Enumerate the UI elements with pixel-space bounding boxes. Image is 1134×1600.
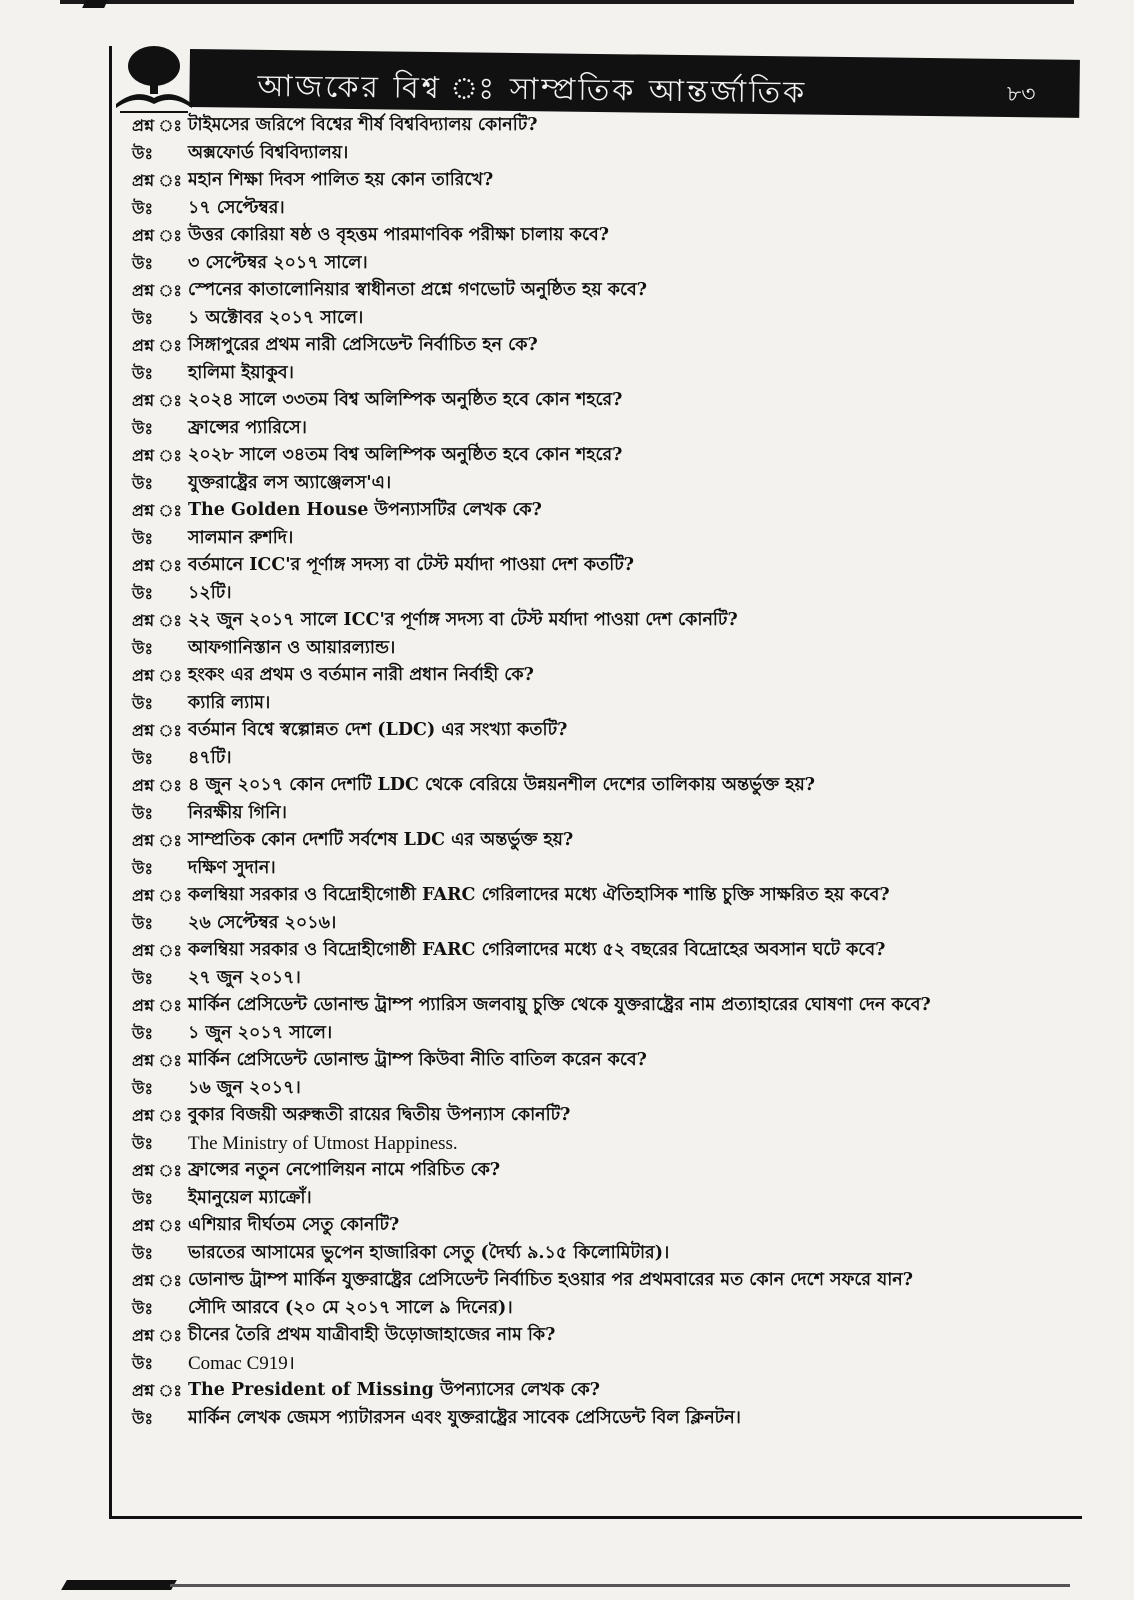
answer-row: [132, 1405, 1062, 1433]
chapter-title: আজকের বিশ্ব ঃ সাম্প্রতিক আন্তর্জাতিক: [257, 68, 808, 111]
question-row: [132, 827, 1062, 855]
answer-marker: উঃ: [132, 1408, 153, 1428]
question-text: সাম্প্রতিক কোন দেশটি সর্বশেষ LDC এর অন্তর্ভুক্ত হয়?: [188, 830, 574, 850]
question-text: কলম্বিয়া সরকার ও বিদ্রোহীগোষ্ঠী FARC গেরিলাদের মধ্যে ৫২ বছরের বিদ্রোহের অবসান ঘটে কবে?: [188, 940, 886, 960]
answer-marker: উঃ: [132, 1298, 153, 1318]
answer-marker: উঃ: [132, 418, 153, 438]
question-text: টাইমসের জরিপে বিশ্বের শীর্ষ বিশ্ববিদ্যালয় কোনটি?: [188, 115, 538, 135]
question-row: [132, 1377, 1062, 1405]
answer-row: [132, 250, 1062, 278]
answer-text: ১৬ জুন ২০১৭।: [188, 1077, 301, 1098]
answer-row: [132, 580, 1062, 608]
answer-text: ১২টি।: [188, 582, 232, 603]
question-text: ২০২৮ সালে ৩৪তম বিশ্ব অলিম্পিক অনুষ্ঠিত হবে কোন শহরে?: [188, 445, 623, 465]
answer-text: আফগানিস্তান ও আয়ারল্যান্ড।: [188, 637, 396, 658]
question-row: [132, 882, 1062, 910]
answer-row: [132, 1130, 1062, 1158]
question-text: মার্কিন প্রেসিডেন্ট ডোনাল্ড ট্রাম্প প্যারিস জলবায়ু চুক্তি থেকে যুক্তরাষ্ট্রের নাম প্রত্যাহারের ঘোষণা দেন কবে?: [188, 995, 931, 1015]
question-text: স্পেনের কাতালোনিয়ার স্বাধীনতা প্রশ্নে গণভোট অনুষ্ঠিত হয় কবে?: [188, 280, 647, 300]
answer-marker: উঃ: [132, 363, 153, 383]
answer-text: ৩ সেপ্টেম্বর ২০১৭ সালে।: [188, 252, 368, 273]
answer-marker: উঃ: [132, 1243, 153, 1263]
answer-text: দক্ষিণ সুদান।: [188, 857, 276, 878]
question-marker: প্রশ্ন ঃ: [132, 226, 182, 245]
answer-row: [132, 800, 1062, 828]
answer-marker: উঃ: [132, 638, 153, 658]
question-marker: প্রশ্ন ঃ: [132, 501, 182, 520]
answer-text: ফ্রান্সের প্যারিসে।: [188, 417, 307, 438]
question-text: মার্কিন প্রেসিডেন্ট ডোনাল্ড ট্রাম্প কিউবা নীতি বাতিল করেন কবে?: [188, 1050, 647, 1070]
answer-row: [132, 305, 1062, 333]
question-marker: প্রশ্ন ঃ: [132, 721, 182, 740]
question-row: [132, 717, 1062, 745]
page-number: ৮৩: [1006, 81, 1036, 108]
scan-bottom-edge: [50, 1578, 1070, 1594]
scan-corner-mark: [82, 0, 108, 8]
question-text: ৪ জুন ২০১৭ কোন দেশটি LDC থেকে বেরিয়ে উন্নয়নশীল দেশের তালিকায় অন্তর্ভুক্ত হয়?: [188, 775, 816, 795]
question-row: [132, 1212, 1062, 1240]
question-marker: প্রশ্ন ঃ: [132, 776, 182, 795]
answer-marker: উঃ: [132, 253, 153, 273]
answer-row: [132, 855, 1062, 883]
question-row: [132, 772, 1062, 800]
question-marker: প্রশ্ন ঃ: [132, 1106, 182, 1125]
scan-top-edge: [60, 0, 1074, 4]
question-row: [132, 222, 1062, 250]
answer-text: সৌদি আরবে (২০ মে ২০১৭ সালে ৯ দিনের)।: [188, 1297, 513, 1318]
question-row: [132, 607, 1062, 635]
answer-text: যুক্তরাষ্ট্রের লস অ্যাঞ্জেলস'এ।: [188, 472, 392, 493]
question-row: [132, 1322, 1062, 1350]
answer-row: [132, 690, 1062, 718]
answer-row: [132, 1185, 1062, 1213]
question-row: [132, 1157, 1062, 1185]
qa-list: [132, 112, 1062, 1432]
answer-text: Comac C919।: [188, 1352, 295, 1374]
answer-text: ১ অক্টোবর ২০১৭ সালে।: [188, 307, 364, 328]
book-tree-emblem-icon: [110, 42, 198, 114]
answer-text: অক্সফোর্ড বিশ্ববিদ্যালয়।: [188, 142, 349, 163]
answer-marker: উঃ: [132, 1188, 153, 1208]
answer-text: নিরক্ষীয় গিনি।: [188, 802, 287, 823]
answer-text: সালমান রুশদি।: [188, 527, 294, 548]
question-text: The President of Missing উপন্যাসের লেখক কে?: [188, 1380, 600, 1400]
answer-row: [132, 1075, 1062, 1103]
question-row: [132, 662, 1062, 690]
question-text: ২০২৪ সালে ৩৩তম বিশ্ব অলিম্পিক অনুষ্ঠিত হবে কোন শহরে?: [188, 390, 623, 410]
answer-text: ২৬ সেপ্টেম্বর ২০১৬।: [188, 912, 337, 933]
question-row: [132, 332, 1062, 360]
answer-text: ১৭ সেপ্টেম্বর।: [188, 197, 285, 218]
question-text: ২২ জুন ২০১৭ সালে ICC'র পূর্ণাঙ্গ সদস্য বা টেস্ট মর্যাদা পাওয়া দেশ কোনটি?: [188, 610, 738, 630]
question-row: [132, 277, 1062, 305]
answer-marker: উঃ: [132, 693, 153, 713]
question-marker: প্রশ্ন ঃ: [132, 1381, 182, 1400]
question-marker: প্রশ্ন ঃ: [132, 556, 182, 575]
answer-marker: উঃ: [132, 1133, 153, 1153]
answer-marker: উঃ: [132, 858, 153, 878]
question-marker: প্রশ্ন ঃ: [132, 281, 182, 300]
question-row: [132, 497, 1062, 525]
question-row: [132, 112, 1062, 140]
answer-marker: উঃ: [132, 1353, 153, 1373]
question-text: এশিয়ার দীর্ঘতম সেতু কোনটি?: [188, 1215, 400, 1235]
answer-marker: উঃ: [132, 803, 153, 823]
answer-row: [132, 1020, 1062, 1048]
answer-text: ভারতের আসামের ভুপেন হাজারিকা সেতু (দৈর্ঘ্য ৯.১৫ কিলোমিটার)।: [188, 1242, 670, 1263]
question-text: সিঙ্গাপুরের প্রথম নারী প্রেসিডেন্ট নির্বাচিত হন কে?: [188, 335, 538, 355]
question-marker: প্রশ্ন ঃ: [132, 391, 182, 410]
question-row: [132, 387, 1062, 415]
answer-row: [132, 470, 1062, 498]
answer-row: [132, 360, 1062, 388]
question-text: ফ্রান্সের নতুন নেপোলিয়ন নামে পরিচিত কে?: [188, 1160, 501, 1180]
question-text: ডোনাল্ড ট্রাম্প মার্কিন যুক্তরাষ্ট্রের প্রেসিডেন্ট নির্বাচিত হওয়ার পর প্রথমবারের মত কোন দেশে সফরে যান?: [188, 1270, 913, 1290]
answer-marker: উঃ: [132, 748, 153, 768]
answer-row: [132, 140, 1062, 168]
page-header: [189, 49, 1080, 118]
question-row: [132, 937, 1062, 965]
answer-marker: উঃ: [132, 528, 153, 548]
question-marker: প্রশ্ন ঃ: [132, 1051, 182, 1070]
question-row: [132, 442, 1062, 470]
answer-marker: উঃ: [132, 308, 153, 328]
answer-text: ৪৭টি।: [188, 747, 232, 768]
question-row: [132, 992, 1062, 1020]
answer-row: [132, 635, 1062, 663]
answer-row: [132, 195, 1062, 223]
answer-marker: উঃ: [132, 198, 153, 218]
answer-marker: উঃ: [132, 583, 153, 603]
question-marker: প্রশ্ন ঃ: [132, 941, 182, 960]
answer-text: ইমানুয়েল ম্যাক্রোঁ।: [188, 1187, 312, 1208]
answer-marker: উঃ: [132, 968, 153, 988]
question-marker: প্রশ্ন ঃ: [132, 666, 182, 685]
answer-text: হালিমা ইয়াকুব।: [188, 362, 294, 383]
answer-marker: উঃ: [132, 143, 153, 163]
question-marker: প্রশ্ন ঃ: [132, 1216, 182, 1235]
question-marker: প্রশ্ন ঃ: [132, 996, 182, 1015]
answer-row: [132, 1350, 1062, 1378]
question-marker: প্রশ্ন ঃ: [132, 171, 182, 190]
answer-row: [132, 415, 1062, 443]
question-marker: প্রশ্ন ঃ: [132, 116, 182, 135]
book-page: [109, 46, 1082, 1519]
answer-row: [132, 525, 1062, 553]
question-row: [132, 167, 1062, 195]
question-marker: প্রশ্ন ঃ: [132, 336, 182, 355]
answer-text: ১ জুন ২০১৭ সালে।: [188, 1022, 333, 1043]
question-row: [132, 552, 1062, 580]
question-text: মহান শিক্ষা দিবস পালিত হয় কোন তারিখে?: [188, 170, 494, 190]
question-marker: প্রশ্ন ঃ: [132, 1161, 182, 1180]
question-marker: প্রশ্ন ঃ: [132, 611, 182, 630]
question-text: উত্তর কোরিয়া ষষ্ঠ ও বৃহত্তম পারমাণবিক পরীক্ষা চালায় কবে?: [188, 225, 609, 245]
question-marker: প্রশ্ন ঃ: [132, 886, 182, 905]
question-text: কলম্বিয়া সরকার ও বিদ্রোহীগোষ্ঠী FARC গেরিলাদের মধ্যে ঐতিহাসিক শান্তি চুক্তি সাক্ষরিত হয় কবে?: [188, 885, 890, 905]
question-row: [132, 1047, 1062, 1075]
question-text: বুকার বিজয়ী অরুন্ধতী রায়ের দ্বিতীয় উপন্যাস কোনটি?: [188, 1105, 571, 1125]
question-marker: প্রশ্ন ঃ: [132, 831, 182, 850]
answer-text: ক্যারি ল্যাম।: [188, 692, 271, 713]
question-marker: প্রশ্ন ঃ: [132, 1326, 182, 1345]
question-row: [132, 1267, 1062, 1295]
answer-row: [132, 965, 1062, 993]
question-text: The Golden House উপন্যাসটির লেখক কে?: [188, 500, 542, 520]
question-row: [132, 1102, 1062, 1130]
answer-row: [132, 1240, 1062, 1268]
answer-marker: উঃ: [132, 913, 153, 933]
answer-marker: উঃ: [132, 1023, 153, 1043]
answer-marker: উঃ: [132, 1078, 153, 1098]
question-text: বর্তমানে ICC'র পূর্ণাঙ্গ সদস্য বা টেস্ট মর্যাদা পাওয়া দেশ কতটি?: [188, 555, 635, 575]
question-marker: প্রশ্ন ঃ: [132, 1271, 182, 1290]
answer-row: [132, 745, 1062, 773]
question-text: বর্তমান বিশ্বে স্বল্পোন্নত দেশ (LDC) এর সংখ্যা কতটি?: [188, 720, 568, 740]
answer-text: মার্কিন লেখক জেমস প্যাটারসন এবং যুক্তরাষ্ট্রের সাবেক প্রেসিডেন্ট বিল ক্লিনটন।: [188, 1407, 741, 1428]
answer-marker: উঃ: [132, 473, 153, 493]
answer-text: ২৭ জুন ২০১৭।: [188, 967, 301, 988]
answer-row: [132, 910, 1062, 938]
answer-row: [132, 1295, 1062, 1323]
answer-text: The Ministry of Utmost Happiness.: [188, 1132, 458, 1154]
question-text: হংকং এর প্রথম ও বর্তমান নারী প্রধান নির্বাহী কে?: [188, 665, 534, 685]
question-marker: প্রশ্ন ঃ: [132, 446, 182, 465]
question-text: চীনের তৈরি প্রথম যাত্রীবাহী উড়োজাহাজের নাম কি?: [188, 1325, 556, 1345]
